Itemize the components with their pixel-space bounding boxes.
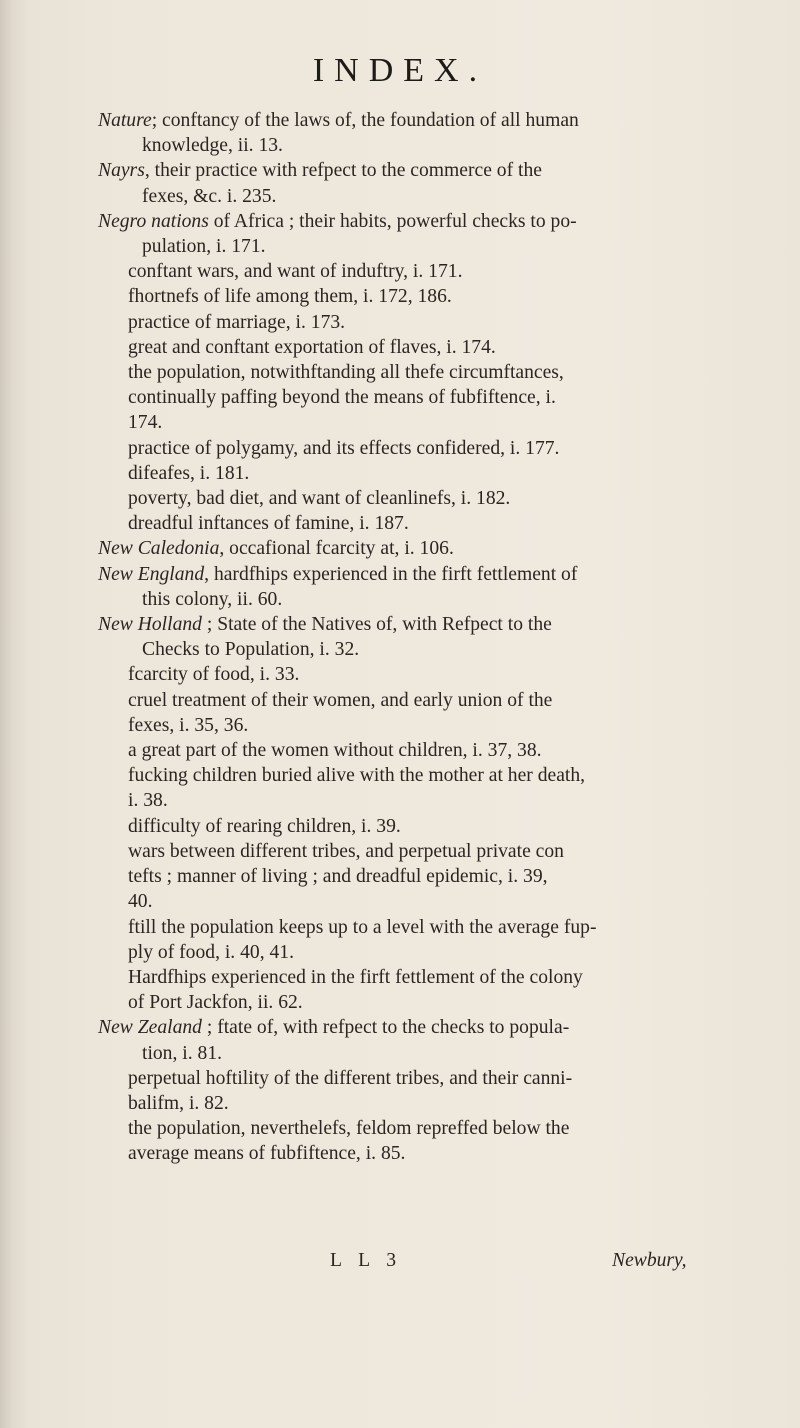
index-subentry (128, 1116, 772, 1166)
entry-continuation-line: ply of food, i. 40, 41. (128, 941, 294, 963)
headword: New Holland (98, 614, 202, 636)
entry-first-line: Hardfhips experienced in the firft fettlement of the colony (128, 966, 583, 988)
index-subentry (128, 486, 772, 511)
entry-first-line: dreadful inftances of famine, i. 187. (128, 513, 409, 535)
catchword: Newbury, (612, 1250, 687, 1271)
page-title: INDEX. (312, 52, 488, 89)
headword-description: ; State of the Natives of, with Refpect to the (201, 614, 552, 636)
entry-continuation-line: of Port Jackfon, ii. 62. (128, 992, 303, 1014)
entry-continuation-line: i. 38. (128, 790, 168, 812)
index-headword-entry (98, 612, 772, 662)
page-footer (0, 1250, 800, 1280)
entry-continuation-line: continually paffing beyond the means of fubfiftence, i. (128, 387, 556, 409)
index-subentry (128, 436, 772, 461)
index-entries (98, 108, 772, 1167)
entry-first-line: a great part of the women without children, i. 37, 38. (128, 740, 542, 762)
index-subentry (128, 360, 772, 436)
index-subentry (128, 814, 772, 839)
entry-first-line (98, 1015, 772, 1040)
headword: Nature (98, 110, 152, 131)
headword-description: , their practice with refpect to the commerce of the (144, 160, 542, 182)
index-subentry (128, 965, 772, 1015)
entry-first-line: the population, neverthelefs, feldom repreffed below the (128, 1118, 570, 1140)
entry-first-line (98, 562, 772, 587)
headword: New England (98, 563, 205, 585)
headword-description: ; conftancy of the laws of, the foundation of all human (151, 110, 579, 131)
book-spine-shadow (0, 0, 14, 1428)
headword: New Caledonia (98, 538, 220, 560)
entry-first-line: poverty, bad diet, and want of cleanlinefs, i. 182. (128, 488, 511, 510)
headword-description: , hardfhips experienced in the firft fettlement of (204, 563, 578, 585)
index-subentry (128, 839, 772, 915)
signature-mark: L L 3 (330, 1250, 403, 1271)
entry-first-line: cruel treatment of their women, and early union of the (128, 689, 553, 711)
index-subentry (128, 284, 772, 309)
index-subentry (128, 310, 772, 335)
index-headword-entry (98, 1015, 772, 1065)
entry-first-line (98, 158, 772, 183)
headword-description: ; ftate of, with refpect to the checks to popula- (201, 1017, 570, 1039)
entry-first-line: perpetual hoftility of the different tribes, and their canni- (128, 1067, 573, 1089)
entry-continuation-line: 174. (128, 412, 163, 434)
index-subentry (128, 763, 772, 813)
index-headword-entry (98, 536, 772, 561)
entry-first-line: fucking children buried alive with the mother at her death, (128, 765, 586, 787)
entry-first-line: difficulty of rearing children, i. 39. (128, 815, 401, 837)
index-headword-entry (98, 209, 772, 259)
entry-continuation-line: average means of fubfiftence, i. 85. (128, 1143, 406, 1165)
entry-first-line: conftant wars, and want of induftry, i. 171. (128, 261, 463, 283)
index-subentry (128, 738, 772, 763)
entry-continuation-line: knowledge, ii. 13. (142, 135, 283, 157)
entry-first-line: practice of marriage, i. 173. (128, 311, 346, 333)
entry-continuation-line: pulation, i. 171. (142, 236, 266, 258)
entry-continuation-line: fexes, i. 35, 36. (128, 714, 249, 736)
index-subentry (128, 688, 772, 738)
entry-first-line (98, 209, 772, 234)
entry-continuation-line: 40. (128, 891, 153, 913)
index-headword-entry (98, 158, 772, 208)
index-subentry (128, 662, 772, 687)
entry-continuation-line: tefts ; manner of living ; and dreadful epidemic, i. 39, (128, 866, 548, 888)
entry-first-line: the population, notwithftanding all thefe circumftances, (128, 362, 564, 384)
entry-continuation-line: this colony, ii. 60. (142, 588, 283, 610)
index-headword-entry (98, 562, 772, 612)
entry-first-line (98, 108, 772, 133)
entry-first-line (98, 536, 772, 561)
headword: New Zealand (98, 1017, 202, 1039)
headword: Nayrs (98, 160, 145, 182)
entry-first-line: great and conftant exportation of flaves, i. 174. (128, 336, 496, 358)
index-subentry (128, 511, 772, 536)
headword-description: , occafional fcarcity at, i. 106. (219, 538, 454, 560)
index-subentry (128, 1066, 772, 1116)
index-subentry (128, 335, 772, 360)
index-subentry (128, 915, 772, 965)
entry-first-line: ftill the population keeps up to a level with the average fup- (128, 916, 597, 938)
entry-continuation-line: Checks to Population, i. 32. (142, 639, 360, 661)
entry-continuation-line: tion, i. 81. (142, 1042, 223, 1064)
index-subentry (128, 259, 772, 284)
entry-first-line: practice of polygamy, and its effects confidered, i. 177. (128, 437, 560, 459)
entry-first-line (98, 612, 772, 637)
headword: Negro nations (98, 210, 209, 232)
headword-description: of Africa ; their habits, powerful checks to po- (208, 210, 577, 232)
entry-first-line: fhortnefs of life among them, i. 172, 186. (128, 286, 452, 308)
entry-first-line: wars between different tribes, and perpetual private con (128, 840, 564, 862)
entry-continuation-line: fexes, &c. i. 235. (142, 185, 277, 207)
entry-first-line: difeafes, i. 181. (128, 462, 250, 484)
index-subentry (128, 461, 772, 486)
index-headword-entry (98, 108, 772, 158)
entry-continuation-line: balifm, i. 82. (128, 1092, 229, 1114)
entry-first-line: fcarcity of food, i. 33. (128, 664, 300, 686)
